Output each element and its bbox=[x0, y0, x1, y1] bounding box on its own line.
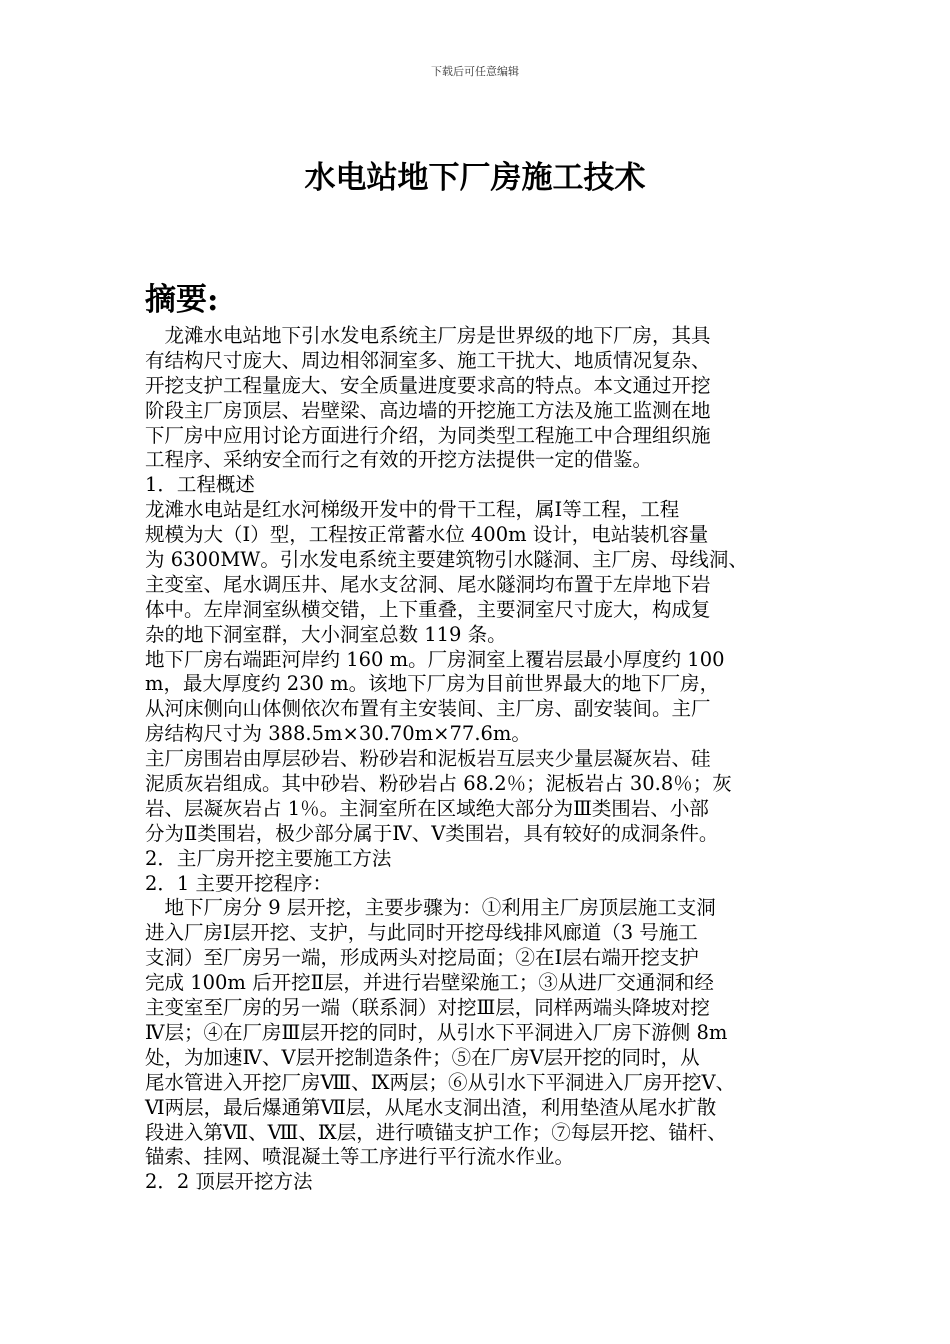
text-line: 地下厂房分 9 层开挖，主要步骤为：①利用主厂房顶层施工支洞 bbox=[145, 896, 716, 920]
text-line: 进入厂房Ⅰ层开挖、支护，与此同时开挖母线排风廊道（3 号施工 bbox=[145, 921, 698, 945]
text-line: 为 6300MW。引水发电系统主要建筑物引水隧洞、主厂房、母线洞、 bbox=[145, 548, 748, 572]
text-line: 杂的地下洞室群，大小洞室总数 119 条。 bbox=[145, 622, 507, 646]
text-line: 处，为加速Ⅳ、Ⅴ层开挖制造条件；⑤在厂房Ⅴ层开挖的同时，从 bbox=[145, 1045, 700, 1069]
text-line: 2．主厂房开挖主要施工方法 bbox=[145, 846, 392, 870]
text-line: 分为Ⅱ类围岩，极少部分属于Ⅳ、Ⅴ类围岩，具有较好的成洞条件。 bbox=[145, 821, 719, 845]
text-line: 2．2 顶层开挖方法 bbox=[145, 1170, 313, 1194]
text-line: 锚索、挂网、喷混凝土等工序进行平行流水作业。 bbox=[145, 1145, 575, 1169]
document-title: 水电站地下厂房施工技术 bbox=[304, 160, 646, 196]
text-line: 完成 100m 后开挖Ⅱ层，并进行岩壁梁施工；③从进厂交通洞和经 bbox=[145, 971, 714, 995]
text-line: 2．1 主要开挖程序： bbox=[145, 871, 333, 895]
text-line: 龙滩水电站是红水河梯级开发中的骨干工程，属Ⅰ等工程，工程 bbox=[145, 498, 680, 522]
body-text bbox=[145, 324, 825, 1195]
text-line: 尾水管进入开挖厂房Ⅷ、Ⅸ两层；⑥从引水下平洞进入厂房开挖Ⅴ、 bbox=[145, 1070, 736, 1094]
text-line: 主变室至厂房的另一端（联系洞）对挖Ⅲ层，同样两端头降坡对挖 bbox=[145, 996, 710, 1020]
text-line: 主变室、尾水调压井、尾水支岔洞、尾水隧洞均布置于左岸地下岩 bbox=[145, 572, 711, 596]
text-line: 岩、层凝灰岩占 1％。主洞室所在区域绝大部分为Ⅲ类围岩、小部 bbox=[145, 796, 709, 820]
text-line: 支洞）至厂房另一端，形成两头对挖局面；②在Ⅰ层右端开挖支护 bbox=[145, 946, 699, 970]
text-line: Ⅵ两层，最后爆通第Ⅶ层，从尾水支洞出渣，利用垫渣从尾水扩散 bbox=[145, 1095, 717, 1119]
text-line: 阶段主厂房顶层、岩壁梁、高边墙的开挖施工方法及施工监测在地 bbox=[145, 398, 711, 422]
text-line: 开挖支护工程量庞大、安全质量进度要求高的特点。本文通过开挖 bbox=[145, 373, 711, 397]
text-line: 泥质灰岩组成。其中砂岩、粉砂岩占 68.2％；泥板岩占 30.8％；灰 bbox=[145, 772, 732, 796]
text-line: 下厂房中应用讨论方面进行介绍，为同类型工程施工中合理组织施 bbox=[145, 423, 711, 447]
text-line: 从河床侧向山体侧依次布置有主安装间、主厂房、副安装间。主厂 bbox=[145, 697, 711, 721]
text-line: m，最大厚度约 230 m。该地下厂房为目前世界最大的地下厂房， bbox=[145, 672, 720, 696]
text-line: 工程序、采纳安全而行之有效的开挖方法提供一定的借鉴。 bbox=[145, 448, 653, 472]
text-line: 房结构尺寸为 388.5m×30.70m×77.6m。 bbox=[145, 722, 531, 746]
text-line: 有结构尺寸庞大、周边相邻洞室多、施工干扰大、地质情况复杂、 bbox=[145, 348, 711, 372]
text-line: 体中。左岸洞室纵横交错，上下重叠，主要洞室尺寸庞大，构成复 bbox=[145, 597, 711, 621]
header-note: 下载后可任意编辑 bbox=[431, 65, 519, 78]
text-line: Ⅳ层；④在厂房Ⅲ层开挖的同时，从引水下平洞进入厂房下游侧 8m bbox=[145, 1020, 728, 1044]
abstract-heading: 摘要: bbox=[145, 282, 219, 318]
text-line: 1．工程概述 bbox=[145, 473, 255, 497]
text-line: 龙滩水电站地下引水发电系统主厂房是世界级的地下厂房，其具 bbox=[145, 324, 711, 347]
text-line: 主厂房围岩由厚层砂岩、粉砂岩和泥板岩互层夹少量层凝灰岩、硅 bbox=[145, 747, 711, 771]
text-line: 规模为大（Ⅰ）型，工程按正常蓄水位 400m 设计，电站装机容量 bbox=[145, 523, 709, 547]
text-line: 段进入第Ⅶ、Ⅷ、Ⅸ层，进行喷锚支护工作；⑦每层开挖、锚杆、 bbox=[145, 1120, 727, 1144]
text-line: 地下厂房右端距河岸约 160 m。厂房洞室上覆岩层最小厚度约 100 bbox=[145, 647, 725, 671]
